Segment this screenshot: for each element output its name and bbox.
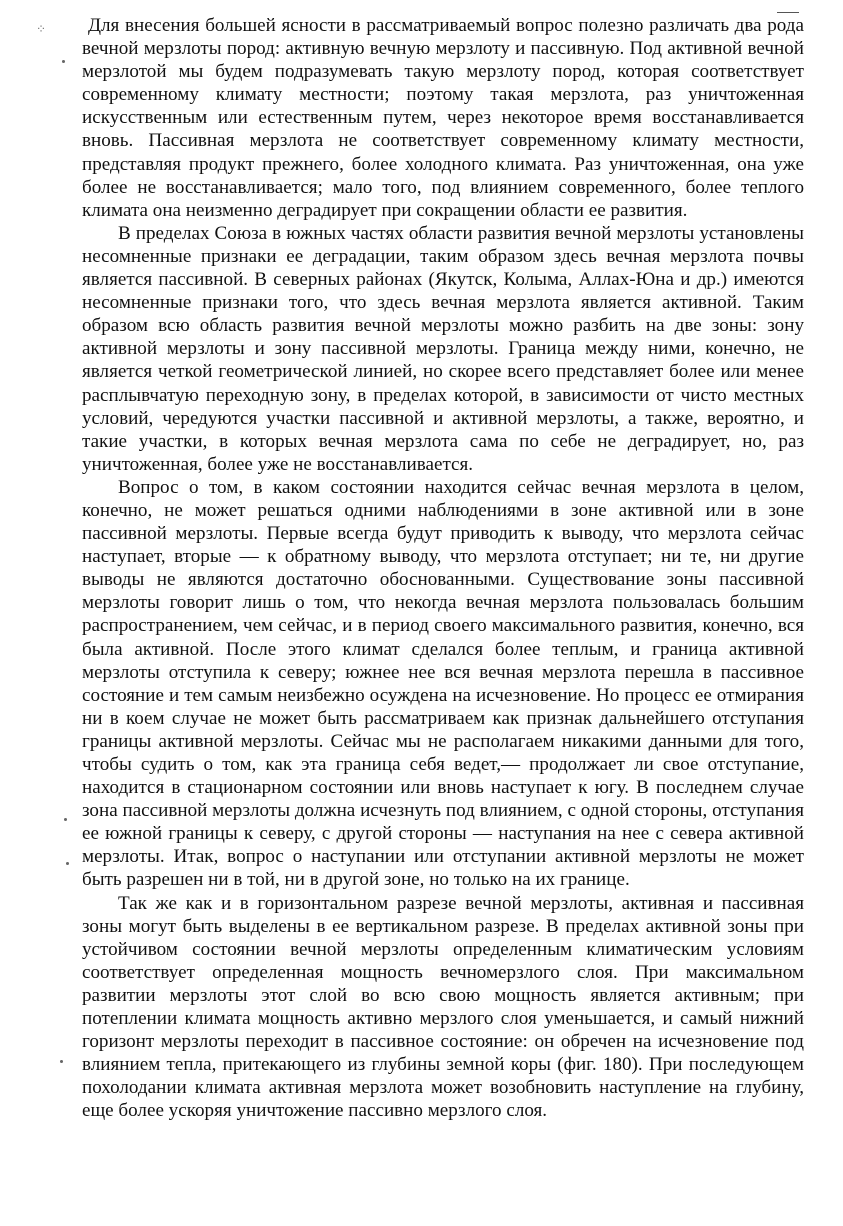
paragraph: В пределах Союза в южных частях области развития вечной мерзлоты установлены несомненные признаки ее деградации, таким образом здесь вечная мерзлота почвы является пассивной. В северных районах (Якутск, Колыма, Аллах-Юна и др.) имеются несомненные признаки того, что здесь вечная мерзлота является активной. Таким образом всю область развития вечной мерзлоты можно разбить на две зоны: зону активной мерзлоты и зону пассивной мерзлоты. Граница между ними, конечно, не является четкой геометрической линией, но скорее всего представляет более или менее расплывчатую переходную зону, в пределах которой, в зависимости от чисто местных условий, чередуются участки пассивной и активной мерзлоты, а также, вероятно, и такие участки, в которых вечная мерзлота сама по себе не деградирует, но, раз уничтоженная, более уже не восстанавливается. bbox=[82, 222, 804, 475]
paragraph: Так же как и в горизонтальном разрезе вечной мерзлоты, активная и пассивная зоны могут быть выделены в ее вертикальном разрезе. В пределах активной зоны при устойчивом состоянии вечной мерзлоты определенным климатическим условиям соответствует определенная мощность вечномерзлого слоя. При максимальном развитии мерзлоты этот слой во всю свою мощность является активным; при потеплении климата мощность активно мерзлого слоя уменьшается, и самый нижний горизонт мерзлоты переходит в пассивное состояние: он обречен на исчезновение под влиянием тепла, притекающего из глубины земной коры (фиг. 180). При последующем похолодании климата активная мерзлота может возобновить наступление на глубину, еще более ускоряя уничтожение пассивно мерзлого слоя. bbox=[82, 892, 804, 1122]
margin-mark bbox=[62, 60, 65, 63]
margin-mark bbox=[66, 862, 69, 865]
document-page bbox=[82, 14, 804, 1123]
scan-speck: ⁘ bbox=[36, 22, 47, 36]
margin-mark bbox=[60, 1060, 63, 1063]
paragraph: Для внесения большей ясности в рассматриваемый вопрос полезно различать два рода вечной мерзлоты пород: активную вечную мерзлоту и пассивную. Под активной вечной мерзлотой мы будем подразумевать такую мерзлоту пород, которая соответствует современному климату местности; поэтому такая мерзлота, раз уничтоженная искусственным или естественным путем, через некоторое время восстанавливается вновь. Пассивная мерзлота не соответствует современному климату местности, представляя продукт прежнего, более холодного климата. Раз уничтоженная, она уже более не восстанавливается; мало того, под влиянием современного, более теплого климата она неизменно деградирует при сокращении области ее развития. bbox=[82, 15, 804, 221]
margin-mark bbox=[64, 818, 67, 821]
corner-scan-mark bbox=[777, 12, 799, 13]
paragraph: Вопрос о том, в каком состоянии находится сейчас вечная мерзлота в целом, конечно, не может решаться одними наблюдениями в зоне активной или в зоне пассивной мерзлоты. Первые всегда будут приводить к выводу, что мерзлота сейчас наступает, вторые — к обратному выводу, что мерзлота отступает; ни те, ни другие выводы не являются достаточно обоснованными. Существование зоны пассивной мерзлоты говорит лишь о том, что некогда вечная мерзлота пользовалась большим распространением, чем сейчас, и в период своего максимального развития, конечно, вся была активной. После этого климат сделался более теплым, и граница активной мерзлоты отступила к северу; южнее нее вся вечная мерзлота перешла в пассивное состояние и тем самым неизбежно осуждена на исчезновение. Но процесс ее отмирания ни в коем случае не может быть рассматриваем как признак дальнейшего отступания границы активной мерзлоты. Сейчас мы не располагаем никакими данными для того, чтобы судить о том, как эта граница себя ведет,— продолжает ли свое отступание, находится в стационарном состоянии или вновь наступает к югу. В последнем случае зона пассивной мерзлоты должна исчезнуть под влиянием, с одной стороны, отступания ее южной границы к северу, с другой стороны — наступания на нее с севера активной мерзлоты. Итак, вопрос о наступании или отступании активной мерзлоты не может быть разрешен ни в той, ни в другой зоне, но только на их границе. bbox=[82, 476, 804, 891]
